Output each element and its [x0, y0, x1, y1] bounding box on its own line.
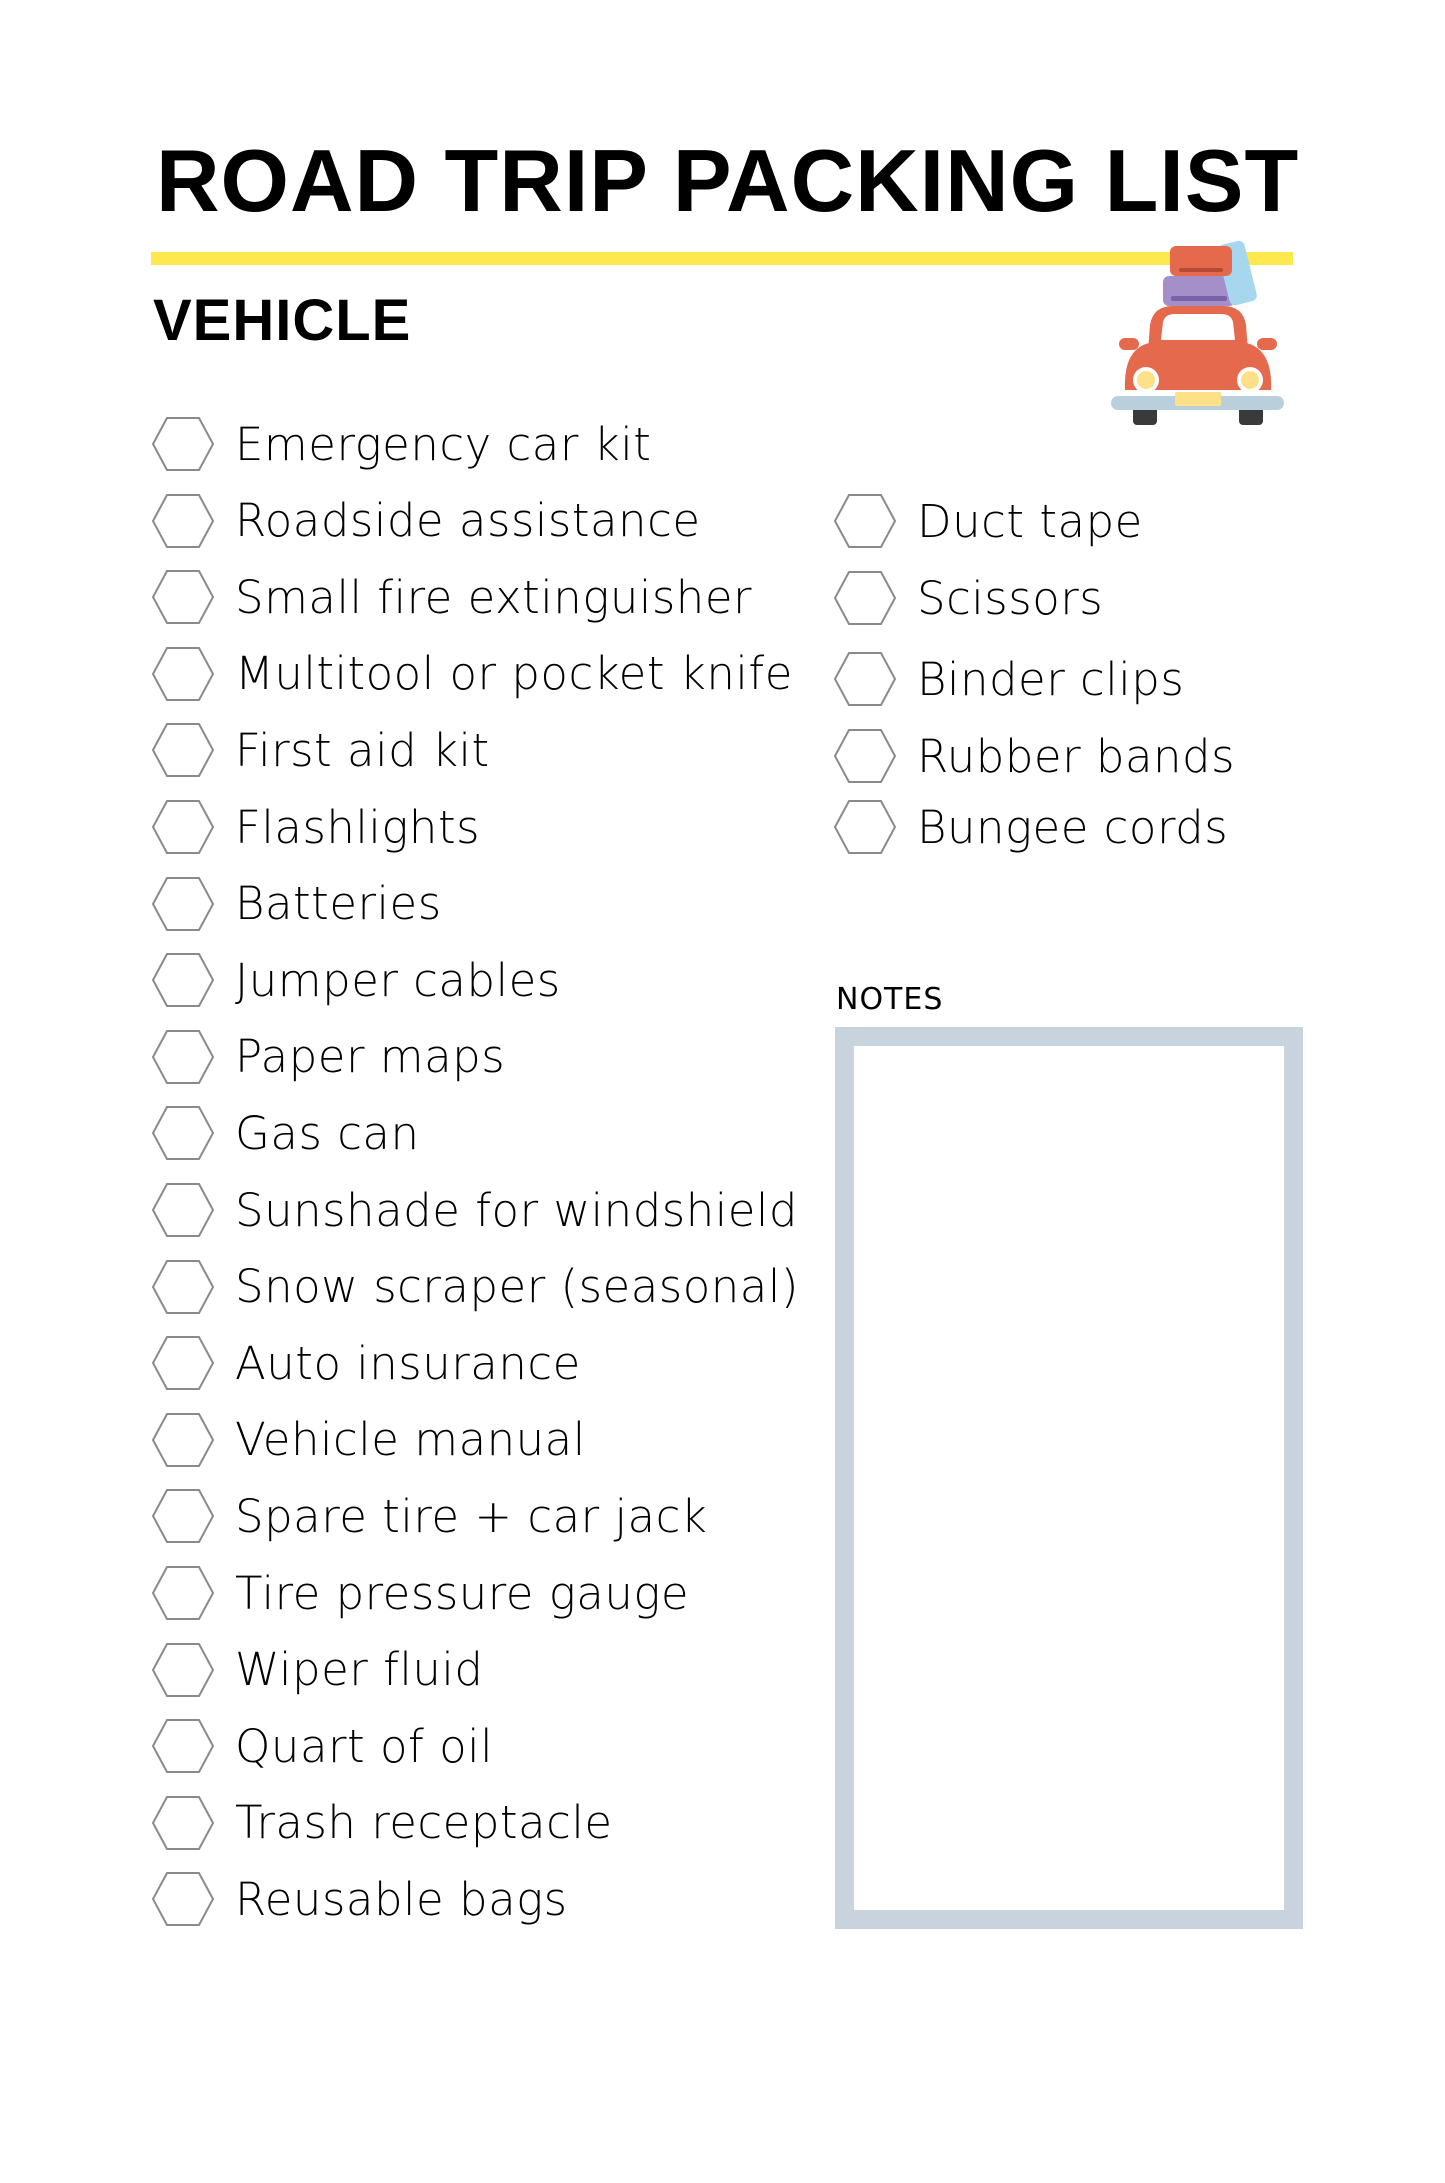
checklist-item-label: Sunshade for windshield [235, 1183, 798, 1237]
checklist-item[interactable] [151, 1711, 493, 1781]
checklist-item[interactable] [833, 486, 1143, 556]
hexagon-checkbox-icon [833, 799, 897, 855]
checklist-item[interactable] [151, 486, 701, 556]
checklist-item-label: Tire pressure gauge [235, 1566, 690, 1620]
checklist-item-label: Quart of oil [235, 1719, 494, 1773]
checklist-item-label: Vehicle manual [235, 1413, 586, 1467]
notes-box[interactable] [835, 1027, 1303, 1929]
checklist-item-label: Flashlights [235, 800, 481, 854]
checklist-item-label: Spare tire + car jack [235, 1489, 708, 1543]
hexagon-checkbox-icon [833, 651, 897, 707]
notes-label: NOTES [836, 982, 944, 1017]
checklist-item[interactable] [151, 1252, 799, 1322]
hexagon-checkbox-icon [151, 493, 215, 549]
hexagon-checkbox-icon [151, 1259, 215, 1315]
hexagon-checkbox-icon [151, 1795, 215, 1851]
checklist-item[interactable] [833, 563, 1103, 633]
checklist-item-label: Multitool or pocket knife [235, 647, 793, 701]
checklist-item-label: Roadside assistance [235, 494, 701, 548]
checklist-item[interactable] [151, 409, 651, 479]
checklist-item[interactable] [151, 869, 442, 939]
hexagon-checkbox-icon [151, 1182, 215, 1238]
checklist-item-label: Scissors [917, 571, 1104, 625]
section-heading: VEHICLE [153, 288, 412, 353]
hexagon-checkbox-icon [151, 1105, 215, 1161]
hexagon-checkbox-icon [151, 1871, 215, 1927]
checklist-item-label: Jumper cables [235, 953, 561, 1007]
checklist-item[interactable] [151, 1328, 581, 1398]
hexagon-checkbox-icon [151, 1718, 215, 1774]
hexagon-checkbox-icon [151, 416, 215, 472]
checklist-item-label: Gas can [235, 1106, 420, 1160]
hexagon-checkbox-icon [151, 1565, 215, 1621]
hexagon-checkbox-icon [151, 799, 215, 855]
checklist-item-label: Small fire extinguisher [235, 570, 753, 624]
checklist-item-label: Batteries [235, 877, 442, 931]
checklist-item[interactable] [151, 1788, 613, 1858]
hexagon-checkbox-icon [833, 728, 897, 784]
checklist-item[interactable] [151, 1175, 798, 1245]
hexagon-checkbox-icon [151, 1412, 215, 1468]
checklist-item-label: Bungee cords [917, 800, 1229, 854]
checklist-item[interactable] [151, 1635, 484, 1705]
checklist-item-label: First aid kit [235, 723, 490, 777]
hexagon-checkbox-icon [151, 646, 215, 702]
checklist-item[interactable] [833, 792, 1228, 862]
checklist-item[interactable] [151, 1022, 505, 1092]
car-with-luggage-icon [1105, 230, 1290, 425]
hexagon-checkbox-icon [151, 1335, 215, 1391]
hexagon-checkbox-icon [833, 570, 897, 626]
hexagon-checkbox-icon [833, 493, 897, 549]
checklist-item[interactable] [151, 1405, 586, 1475]
checklist-item[interactable] [151, 715, 490, 785]
checklist-item-label: Duct tape [917, 494, 1143, 548]
checklist-item[interactable] [833, 644, 1184, 714]
checklist-item[interactable] [151, 1558, 689, 1628]
checklist-item[interactable] [151, 945, 561, 1015]
checklist-item[interactable] [151, 792, 480, 862]
checklist-item[interactable] [151, 562, 752, 632]
hexagon-checkbox-icon [151, 1488, 215, 1544]
page-title: ROAD TRIP PACKING LIST [156, 131, 1300, 230]
checklist-item-label: Paper maps [235, 1030, 506, 1084]
checklist-item-label: Wiper fluid [235, 1643, 484, 1697]
checklist-item[interactable] [151, 1098, 420, 1168]
checklist-item-label: Rubber bands [917, 729, 1236, 783]
checklist-item-label: Auto insurance [235, 1336, 581, 1390]
checklist-item-label: Reusable bags [235, 1872, 568, 1926]
hexagon-checkbox-icon [151, 569, 215, 625]
checklist-item-label: Emergency car kit [235, 417, 652, 471]
checklist-item-label: Binder clips [917, 652, 1185, 706]
checklist-item[interactable] [151, 1864, 568, 1934]
hexagon-checkbox-icon [151, 876, 215, 932]
checklist-item[interactable] [151, 639, 793, 709]
hexagon-checkbox-icon [151, 722, 215, 778]
checklist-item-label: Trash receptacle [235, 1796, 613, 1850]
checklist-item[interactable] [151, 1481, 707, 1551]
checklist-item-label: Snow scraper (seasonal) [235, 1260, 799, 1314]
hexagon-checkbox-icon [151, 1029, 215, 1085]
hexagon-checkbox-icon [151, 952, 215, 1008]
hexagon-checkbox-icon [151, 1642, 215, 1698]
checklist-item[interactable] [833, 721, 1235, 791]
